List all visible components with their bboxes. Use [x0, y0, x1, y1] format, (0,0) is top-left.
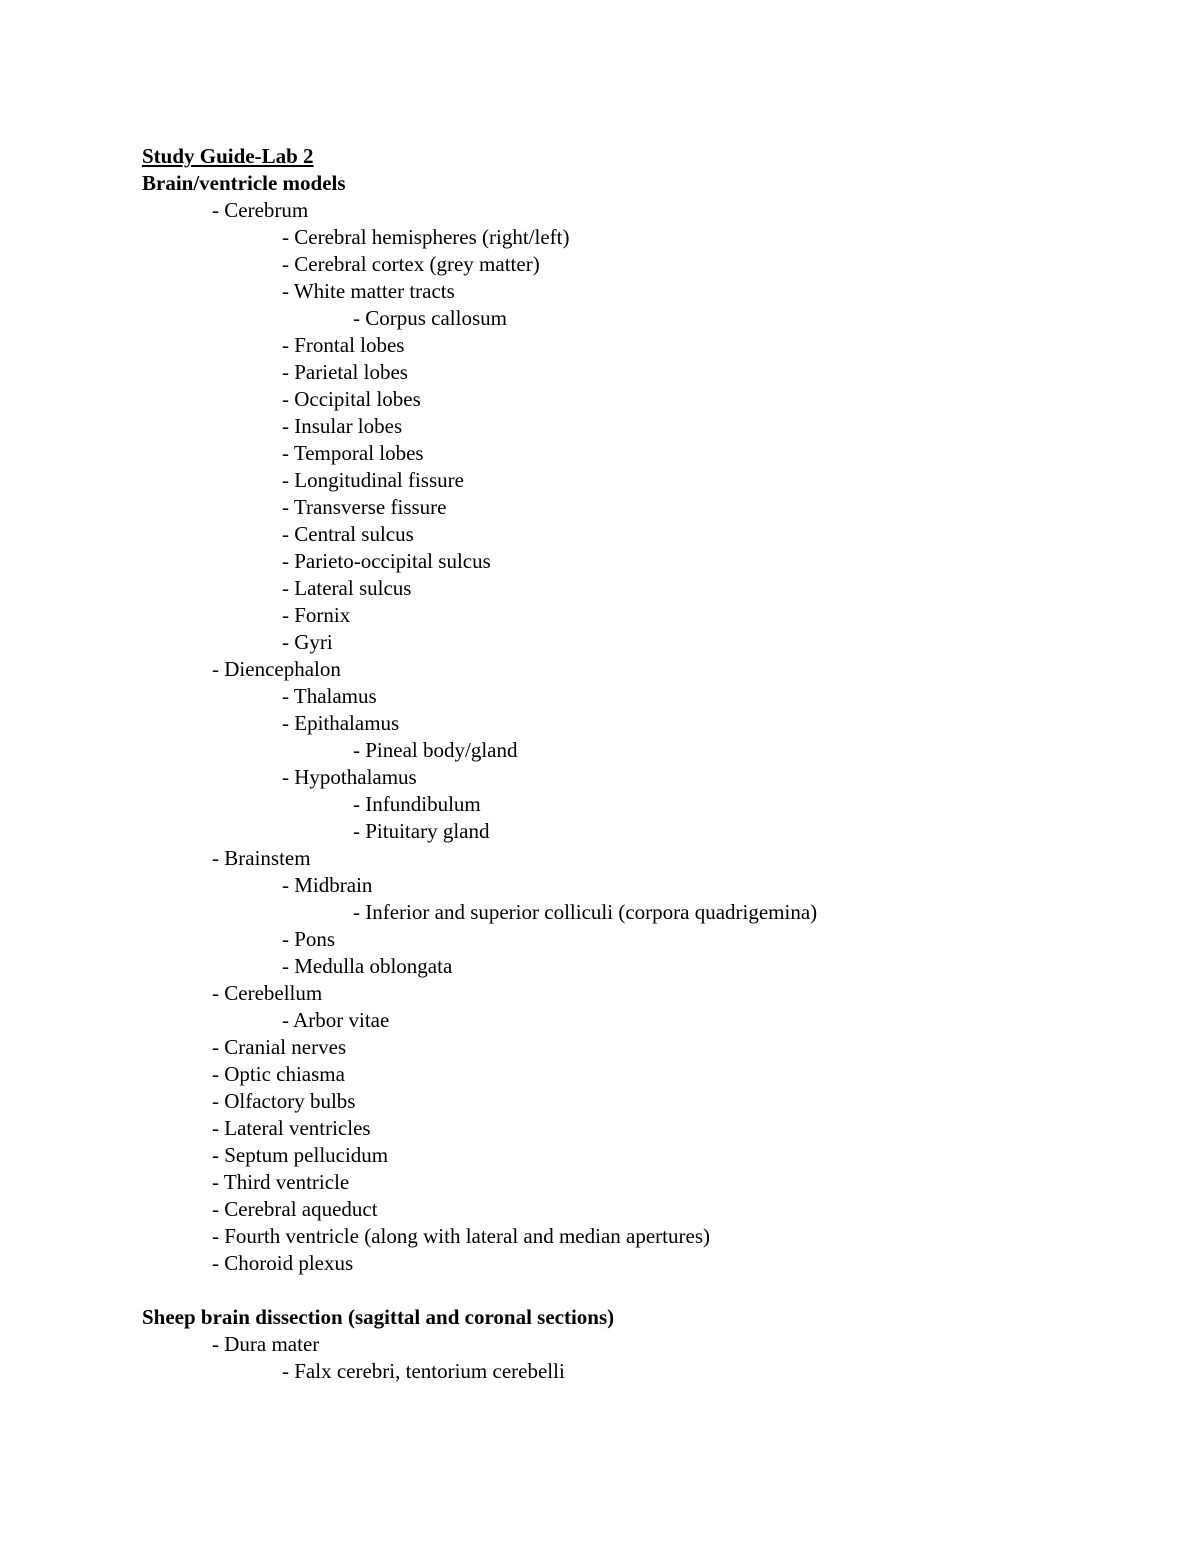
outline-item-level-1: - Dura mater — [212, 1332, 320, 1356]
outline-item-level-1: - Cerebellum — [212, 981, 323, 1005]
outline-item-level-1: - Choroid plexus — [212, 1251, 354, 1275]
outline-item-level-2: - Central sulcus — [282, 522, 414, 546]
outline-item-level-3: - Inferior and superior colliculi (corpora quadrigemina) — [353, 900, 818, 924]
outline-item-level-2: - Parietal lobes — [282, 360, 408, 384]
document-content — [142, 143, 817, 1385]
outline-item-level-2: - Frontal lobes — [282, 333, 405, 357]
outline-item-level-2: - Hypothalamus — [282, 765, 417, 789]
outline-item-level-1: - Diencephalon — [212, 657, 341, 681]
outline-item-level-2: - White matter tracts — [282, 279, 455, 303]
outline-item-level-3: - Infundibulum — [353, 792, 481, 816]
section-heading-sheep-brain-dissection: Sheep brain dissection (sagittal and coronal sections) — [142, 1305, 615, 1329]
section-heading-brain-ventricle-models: Brain/ventricle models — [142, 171, 346, 195]
outline-item-level-1: - Optic chiasma — [212, 1062, 345, 1086]
outline-item-level-2: - Epithalamus — [282, 711, 400, 735]
outline-list-brain-ventricle-models — [142, 197, 817, 1277]
outline-item-level-2: - Temporal lobes — [282, 441, 424, 465]
outline-item-level-2: - Medulla oblongata — [282, 954, 453, 978]
outline-item-level-1: - Septum pellucidum — [212, 1143, 389, 1167]
outline-item-level-2: - Arbor vitae — [282, 1008, 390, 1032]
outline-item-level-1: - Cerebrum — [212, 198, 309, 222]
outline-item-level-2: - Cerebral cortex (grey matter) — [282, 252, 540, 276]
outline-item-level-1: - Olfactory bulbs — [212, 1089, 356, 1113]
outline-item-level-2: - Transverse fissure — [282, 495, 447, 519]
outline-item-level-2: - Fornix — [282, 603, 351, 627]
outline-item-level-2: - Thalamus — [282, 684, 377, 708]
outline-item-level-1: - Cranial nerves — [212, 1035, 347, 1059]
outline-item-level-2: - Occipital lobes — [282, 387, 421, 411]
outline-item-level-1: - Brainstem — [212, 846, 311, 870]
outline-item-level-3: - Pituitary gland — [353, 819, 490, 843]
outline-list-sheep-brain-dissection — [142, 1331, 817, 1385]
outline-item-level-2: - Parieto-occipital sulcus — [282, 549, 491, 573]
outline-item-level-1: - Cerebral aqueduct — [212, 1197, 378, 1221]
outline-item-level-2: - Pons — [282, 927, 336, 951]
outline-item-level-2: - Longitudinal fissure — [282, 468, 464, 492]
outline-item-level-3: - Pineal body/gland — [353, 738, 518, 762]
outline-item-level-1: - Third ventricle — [212, 1170, 350, 1194]
outline-item-level-2: - Falx cerebri, tentorium cerebelli — [282, 1359, 565, 1383]
outline-item-level-1: - Lateral ventricles — [212, 1116, 371, 1140]
blank-line — [142, 1277, 817, 1304]
outline-item-level-1: - Fourth ventricle (along with lateral and median apertures) — [212, 1224, 710, 1248]
outline-item-level-2: - Cerebral hemispheres (right/left) — [282, 225, 570, 249]
outline-item-level-2: - Lateral sulcus — [282, 576, 412, 600]
document-title: Study Guide-Lab 2 — [142, 144, 314, 168]
outline-item-level-2: - Gyri — [282, 630, 333, 654]
outline-item-level-2: - Midbrain — [282, 873, 373, 897]
outline-item-level-2: - Insular lobes — [282, 414, 403, 438]
outline-item-level-3: - Corpus callosum — [353, 306, 507, 330]
